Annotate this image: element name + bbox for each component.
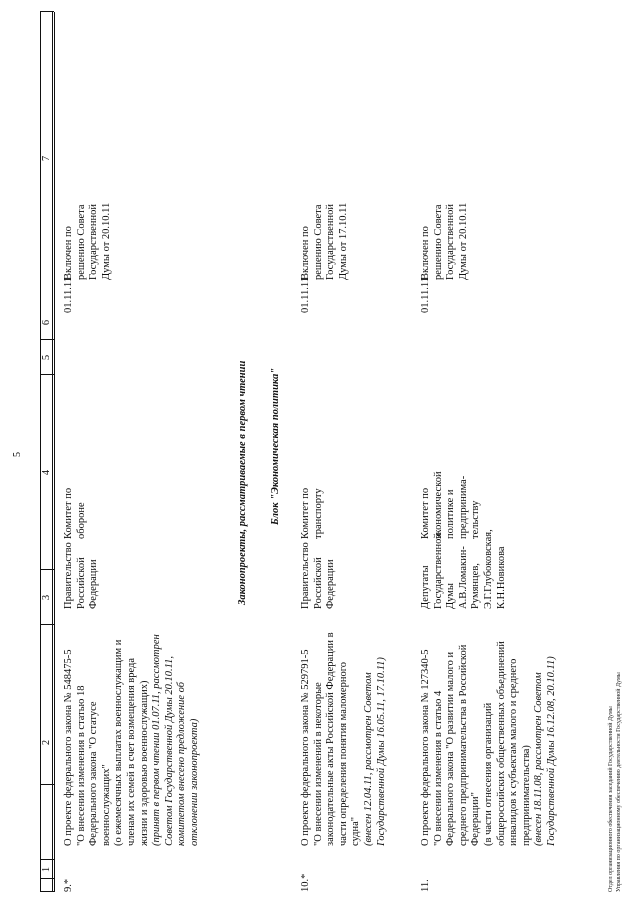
row-author-line: Федерации	[88, 559, 100, 609]
row-author-line: Э.Г.Глубоковская,	[483, 529, 494, 609]
row-description-line: общероссийских общественных объединений	[495, 641, 507, 846]
row-description-line: Федерального закона "О статусе	[88, 701, 100, 846]
row-author-line: Федерации	[325, 559, 337, 609]
table-header-cell: 5	[41, 354, 52, 361]
row-status-line: Думы от 20.10.11	[100, 202, 112, 280]
row-description-line: Советом Государственной Думы 20.10.11,	[163, 656, 175, 846]
row-description-line: Государственной Думы 16.12.08, 20.10.11)	[546, 656, 557, 846]
row-description-line: О проекте федерального закона № 529791-5	[300, 649, 311, 846]
table-header-cell: 4	[41, 469, 52, 476]
row-description-line: "О внесении изменений в некоторые	[312, 682, 324, 846]
section-title: Законопроекты, рассматриваемые в первом чтении	[237, 360, 248, 605]
row-author-line: Правительство	[300, 542, 311, 609]
row-description-line: предпринимательства)	[520, 745, 532, 846]
row-description-line: законодательные акты Российской Федерации в	[325, 632, 337, 846]
row-number: 10.*	[300, 873, 311, 892]
table-header-bottom-border-2	[54, 12, 55, 892]
row-description-line: "О внесении изменения в статью 4	[432, 690, 444, 846]
row-committee-line: транспорту	[312, 488, 324, 539]
row-author-line: Депутаты	[420, 565, 431, 609]
row-description-line: жизни и здоровью военнослужащих)	[138, 680, 150, 846]
row-committee-line: предпринима-	[457, 475, 469, 539]
row-description-line: (внесен 18.11.08, рассмотрен Советом	[533, 672, 545, 846]
row-status-line: Включен по	[300, 226, 311, 280]
table-header-cell: 2	[41, 739, 52, 746]
row-status-line: решению Совета	[432, 204, 444, 280]
row-status-line: решению Совета	[75, 204, 87, 280]
row-date: 01.11.11	[420, 277, 431, 313]
row-author-line: К.Н.Новикова	[495, 546, 507, 609]
row-description-line: (принят в первом чтении 01.07.11, рассмотрен	[151, 634, 163, 846]
footer-line-2: Управления по организационному обеспечению деятельности Государственной Думы	[616, 672, 622, 892]
row-status-line: Думы от 20.10.11	[457, 202, 469, 280]
row-author-line: Думы	[445, 583, 457, 609]
row-description-line: среднего предпринимательства в Российской	[457, 644, 469, 846]
row-description-line: (в части отнесения организаций	[483, 702, 494, 846]
row-description-line: части определения понятия маломерного	[337, 662, 349, 846]
header-column-separator	[40, 891, 54, 892]
footer-line-1: Отдел организационного обеспечения заседаний Государственной Думы	[608, 706, 614, 892]
row-committee-line: экономической	[432, 471, 444, 539]
row-author-line: Российской	[312, 557, 324, 609]
row-number: 11.	[420, 879, 431, 892]
row-description-line: отклонении законопроекта)	[189, 718, 200, 846]
row-description-line: членам их семей в счет возмещения вреда	[126, 657, 137, 846]
table-header-cell: 3	[41, 594, 52, 601]
row-date: 01.11.11	[63, 277, 74, 313]
row-description-line: (внесен 12.04.11, рассмотрен Советом	[363, 672, 374, 846]
row-status-line: Думы от 17.10.11	[337, 202, 349, 280]
row-description-line: инвалидов к субъектам малого и среднего	[508, 658, 520, 846]
row-author-line: Государственной	[432, 533, 444, 609]
row-committee-line: Комитет по	[300, 487, 311, 539]
row-date: 01.11.11	[300, 277, 311, 313]
table-header-cell: 6	[41, 319, 52, 326]
row-description-line: "О внесении изменения в статью 18	[75, 685, 87, 846]
row-description-line: Федерации"	[470, 792, 482, 846]
table-header-cell: 1	[41, 866, 52, 873]
row-author-line: Румянцев,	[470, 563, 482, 609]
row-status-line: Включен по	[420, 226, 431, 280]
row-committee-line: Комитет по	[420, 487, 431, 539]
row-author-line: Российской	[75, 557, 87, 609]
row-committee-line: обороне	[75, 502, 87, 539]
row-description-line: комитетом внесено предложение об	[176, 681, 188, 846]
row-status-line: Государственной	[88, 204, 100, 280]
row-description-line: Федерального закона "О развитии малого и	[445, 651, 457, 846]
row-description-line: О проекте федерального закона № 548475-5	[63, 649, 74, 846]
row-description-line: О проекте федерального закона № 127340-5	[420, 649, 431, 846]
block-title: Блок "Экономическая политика"	[270, 367, 281, 525]
row-status-line: Государственной	[445, 204, 457, 280]
row-number: 9.*	[63, 878, 74, 892]
row-status-line: Включен по	[63, 226, 74, 280]
row-committee-line: политике и	[445, 489, 457, 539]
row-committee-line: тельству	[470, 500, 482, 539]
row-committee-line: Комитет по	[63, 487, 74, 539]
row-author-line: Правительство	[63, 542, 74, 609]
row-description-line: Государственной Думы 16.05.11, 17.10.11)	[375, 657, 387, 846]
row-status-line: решению Совета	[312, 204, 324, 280]
table-header-cell: 7	[41, 155, 52, 162]
row-status-line: Государственной	[325, 204, 337, 280]
row-description-line: военнослужащих"	[100, 764, 112, 846]
row-author-line: А.В.Ломакин-	[457, 546, 469, 609]
page-number: 5	[12, 452, 23, 457]
row-description-line: судна"	[350, 816, 362, 846]
row-description-line: (о ежемесячных выплатах военнослужащим и	[113, 639, 125, 846]
